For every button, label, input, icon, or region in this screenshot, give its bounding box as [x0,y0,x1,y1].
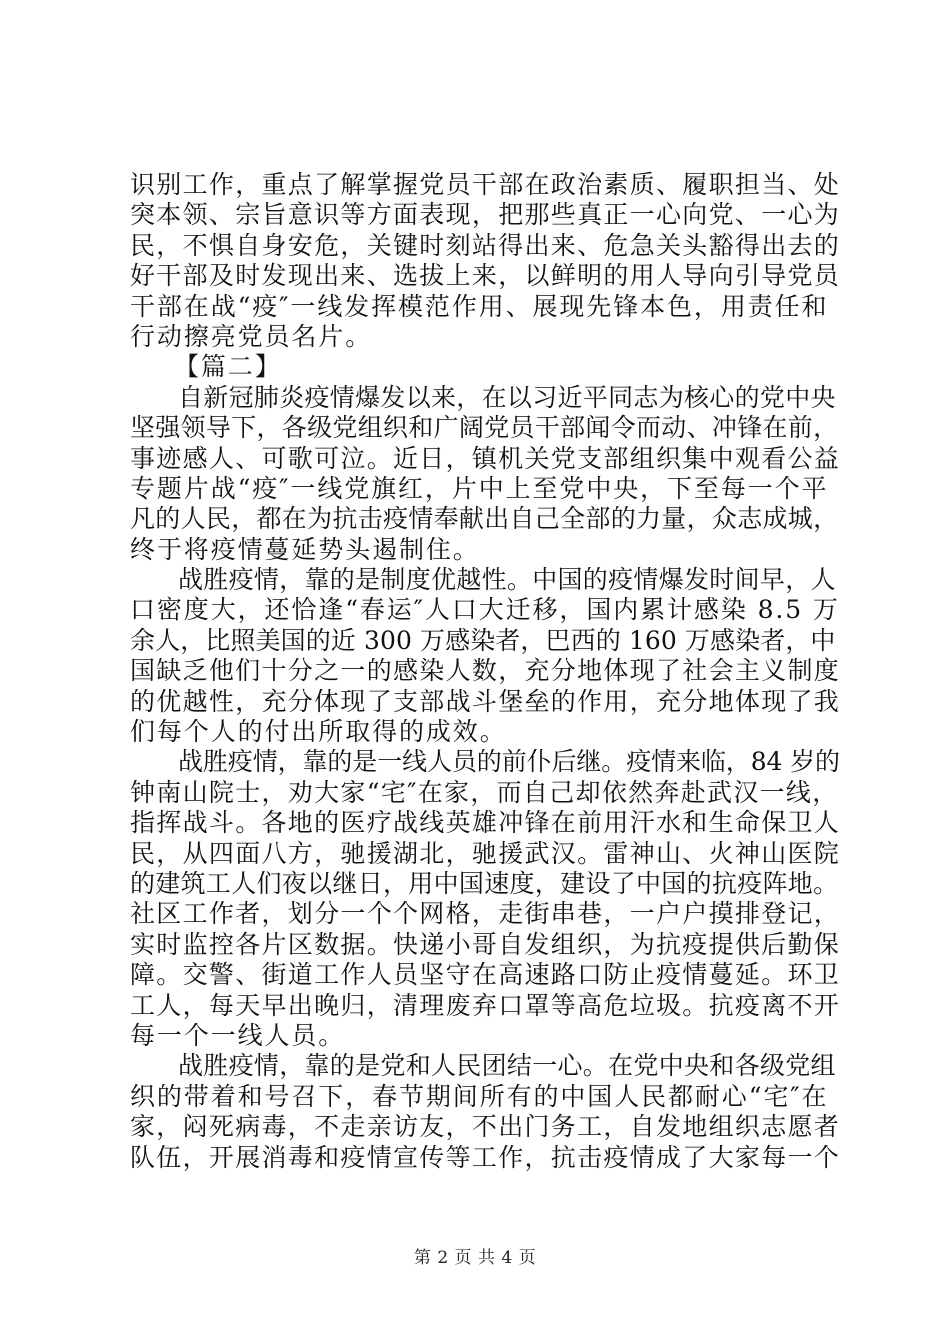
text-line: 好干部及时发现出来、选拔上来，以鲜明的用人导向引导党员 [130,261,841,291]
text-line: 事迹感人、可歌可泣。近日，镇机关党支部组织集中观看公益 [130,443,841,473]
text-line: 家，闷死病毒，不走亲访友，不出门务工，自发地组织志愿者 [130,1112,841,1142]
paragraph-3 [130,747,840,1051]
text-line: 战胜疫情，靠的是制度优越性。中国的疫情爆发时间早，人 [178,565,836,595]
text-line: 的建筑工人们夜以继日，用中国速度，建设了中国的抗疫阵地。 [130,868,839,898]
text-line: 凡的人民，都在为抗击疫情奉献出自己全部的力量，众志成城， [130,504,839,534]
text-line: 每一个一线人员。 [130,1020,346,1050]
text-line: 织的带着和号召下，春节期间所有的中国人民都耐心“宅″在 [130,1081,829,1111]
text-line: 行动擦亮党员名片。 [130,321,373,351]
text-line: 指挥战斗。各地的医疗战线英雄冲锋在前用汗水和生命保卫人 [130,808,841,838]
text-line: 余人，比照美国的近 300 万感染者，巴西的 160 万感染者，中 [130,625,836,655]
text-line: 突本领、宗旨意识等方面表现，把那些真正一心向党、一心为 [130,200,841,230]
text-line: 队伍，开展消毒和疫情宣传等工作，抗击疫情成了大家每一个 [130,1142,841,1172]
text-line: 国缺乏他们十分之一的感染人数，充分地体现了社会主义制度 [130,656,841,686]
section-heading: 【篇二】 [174,352,282,382]
document-body [130,170,840,1173]
text-line: 钟南山院士，劝大家“宅″在家，而自己却依然奔赴武汉一线， [130,777,839,807]
text-line: 障。交警、街道工作人员坚守在高速路口防止疫情蔓延。环卫 [130,960,841,990]
text-line: 终于将疫情蔓延势头遏制住。 [130,534,480,564]
text-line: 们每个人的付出所取得的成效。 [130,717,507,747]
text-line: 工人，每天早出晚归，清理废弃口罩等高危垃圾。抗疫离不开 [130,990,841,1020]
text-line: 自新冠肺炎疫情爆发以来，在以习近平同志为核心的党中央 [178,382,836,412]
text-line: 战胜疫情，靠的是一线人员的前仆后继。疫情来临，84 岁的 [178,747,840,777]
text-line: 民，从四面八方，驰援湖北，驰援武汉。雷神山、火神山医院 [130,838,841,868]
text-line: 民，不惧自身安危，关键时刻站得出来、危急关头豁得出去的 [130,230,841,260]
continuation-paragraph [130,170,840,352]
paragraph-4 [130,1051,840,1173]
text-line: 口密度大，还恰逢“春运″人口大迁移，国内累计感染 8.5 万 [130,595,840,625]
text-line: 战胜疫情，靠的是党和人民团结一心。在党中央和各级党组 [178,1051,836,1081]
page-footer: 第 2 页 共 4 页 [413,1248,537,1268]
text-line: 干部在战“疫″一线发挥模范作用、展现先锋本色，用责任和 [130,291,829,321]
text-line: 的优越性，充分体现了支部战斗堡垒的作用，充分地体现了我 [130,686,841,716]
paragraph-2 [130,565,840,747]
paragraph-1 [130,383,840,565]
text-line: 专题片战“疫″一线党旗红，片中上至党中央，下至每一个平 [130,473,829,503]
text-line: 实时监控各片区数据。快递小哥自发组织，为抗疫提供后勤保 [130,929,841,959]
text-line: 社区工作者，划分一个个网格，走街串巷，一户户摸排登记， [130,899,841,929]
text-line: 坚强领导下，各级党组织和广阔党员干部闻令而动、冲锋在前， [130,413,839,443]
text-line: 识别工作，重点了解掌握党员干部在政治素质、履职担当、处 [130,170,841,199]
